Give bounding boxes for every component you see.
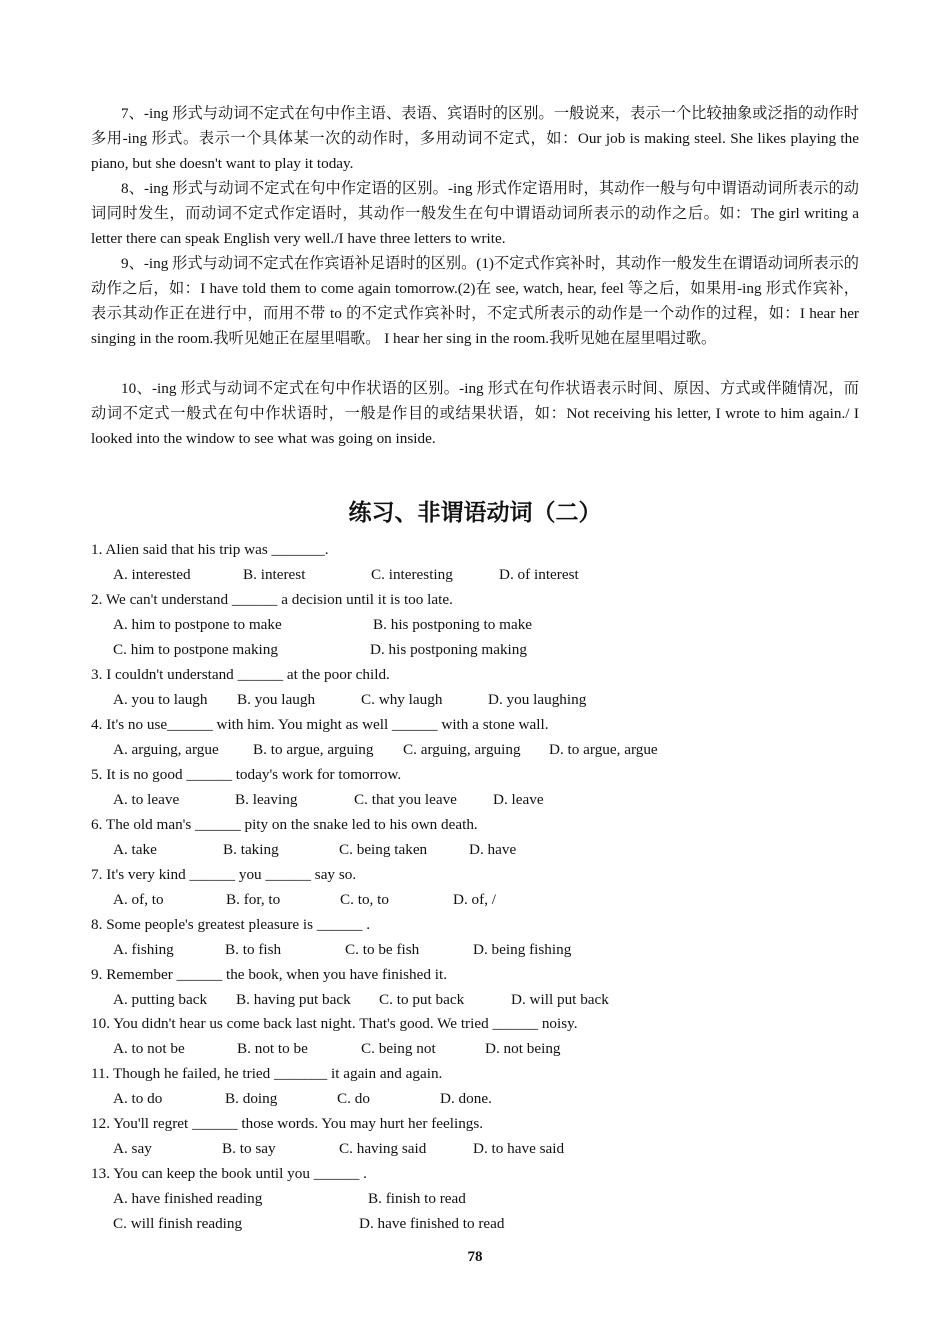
option-b: B. to fish (225, 941, 282, 958)
option-b: B. to argue, arguing (253, 741, 374, 758)
option-c: C. do (337, 1090, 370, 1107)
option-d: D. to have said (473, 1140, 565, 1157)
option-d: D. being fishing (473, 941, 572, 958)
option-d: D. not being (485, 1040, 561, 1057)
option-d: D. have finished to read (359, 1215, 505, 1232)
option-a: A. him to postpone to make (113, 616, 282, 633)
option-d: D. leave (493, 791, 544, 808)
option-a: A. arguing, argue (113, 741, 219, 758)
option-c: C. to be fish (345, 941, 420, 958)
option-b: B. doing (225, 1090, 278, 1107)
option-a: A. of, to (113, 891, 164, 908)
question-4: 4. It's no use______ with him. You might as well ______ with a stone wall. (91, 716, 549, 733)
option-c: C. that you leave (354, 791, 457, 808)
option-a: A. take (113, 841, 157, 858)
exercise-title: 练习、非谓语动词（二） (348, 500, 602, 526)
option-c: C. to put back (379, 991, 465, 1008)
paragraph-7: 7、-ing 形式与动词不定式在句中作主语、表语、宾语时的区别。一般说来，表示一个比较抽象或泛指的动作时多用-ing 形式。表示一个具体某一次的动作时，多用动词不定式，如：Our job is making steel. She likes playing the piano, but she doesn't want to play it today. (91, 105, 859, 172)
option-a: A. to leave (113, 791, 180, 808)
option-c: C. will finish reading (113, 1215, 243, 1232)
option-a: A. say (113, 1140, 152, 1157)
option-d: D. you laughing (488, 691, 587, 708)
option-c: C. being not (361, 1040, 436, 1057)
question-6: 6. The old man's ______ pity on the snake led to his own death. (91, 816, 478, 833)
option-a: A. to not be (113, 1040, 185, 1057)
question-1: 1. Alien said that his trip was _______. (91, 541, 329, 558)
question-8: 8. Some people's greatest pleasure is ______ . (91, 916, 371, 933)
option-c: C. being taken (339, 841, 428, 858)
question-7: 7. It's very kind ______ you ______ say so. (91, 866, 357, 883)
question-3: 3. I couldn't understand ______ at the poor child. (91, 666, 390, 683)
question-2: 2. We can't understand ______ a decision until it is too late. (91, 591, 453, 608)
option-a: A. you to laugh (113, 691, 208, 708)
option-b: B. not to be (237, 1040, 308, 1057)
option-b: B. leaving (235, 791, 298, 808)
option-d: D. of, / (453, 891, 497, 908)
option-b: B. to say (222, 1140, 276, 1157)
option-b: B. you laugh (237, 691, 316, 708)
option-a: A. fishing (113, 941, 174, 958)
question-5: 5. It is no good ______ today's work for tomorrow. (91, 766, 402, 783)
option-b: B. finish to read (368, 1190, 466, 1207)
option-d: D. to argue, argue (549, 741, 658, 758)
option-c: C. arguing, arguing (403, 741, 521, 758)
option-c: C. him to postpone making (113, 641, 278, 658)
option-d: D. have (469, 841, 517, 858)
option-b: B. his postponing to make (373, 616, 533, 633)
option-a: A. putting back (113, 991, 208, 1008)
question-10: 10. You didn't hear us come back last night. That's good. We tried ______ noisy. (91, 1015, 578, 1032)
option-d: D. his postponing making (370, 641, 527, 658)
option-a: A. have finished reading (113, 1190, 263, 1207)
page-number: 78 (467, 1249, 483, 1265)
question-9: 9. Remember ______ the book, when you have finished it. (91, 966, 447, 983)
option-b: B. for, to (226, 891, 281, 908)
option-b: B. taking (223, 841, 279, 858)
option-c: C. to, to (340, 891, 389, 908)
option-c: C. having said (339, 1140, 427, 1157)
paragraph-10: 10、-ing 形式与动词不定式在句中作状语的区别。-ing 形式在句作状语表示时间、原因、方式或伴随情况，而动词不定式一般式在句中作状语时，一般是作目的或结果状语，如：Not receiving his letter, I wrote to him again./ I looked into the window to see what was going on inside. (91, 380, 859, 447)
option-d: D. will put back (511, 991, 609, 1008)
option-a: A. to do (113, 1090, 163, 1107)
option-d: D. done. (440, 1090, 492, 1107)
option-c: C. why laugh (361, 691, 443, 708)
question-12: 12. You'll regret ______ those words. You may hurt her feelings. (91, 1115, 484, 1132)
question-11: 11. Though he failed, he tried _______ it again and again. (91, 1065, 443, 1082)
option-c: C. interesting (371, 566, 453, 583)
option-d: D. of interest (499, 566, 579, 583)
paragraph-9: 9、-ing 形式与动词不定式在作宾语补足语时的区别。(1)不定式作宾补时，其动作一般发生在谓语动词所表示的动作之后，如：I have told them to come again tomorrow.(2)在 see, watch, hear, feel 等之后，如果用-ing 形式作宾补，表示其动作正在进行中，而用不带 to 的不定式作宾补时，不定式所表示的动作是一个动作的过程，如：I hear her singing in the room.我听见她正在屋里唱歌。 I hear her sing in the room.我听见她在屋里唱过歌。 (91, 255, 859, 347)
option-a: A. interested (113, 566, 191, 583)
question-13: 13. You can keep the book until you ______ . (91, 1165, 367, 1182)
option-b: B. interest (243, 566, 306, 583)
paragraph-8: 8、-ing 形式与动词不定式在句中作定语的区别。-ing 形式作定语用时，其动作一般与句中谓语动词所表示的动词同时发生，而动词不定式作定语时，其动作一般发生在句中谓语动词所表示的动作之后。如：The girl writing a letter there can speak English very well./I have three letters to write. (91, 180, 859, 247)
option-b: B. having put back (236, 991, 351, 1008)
